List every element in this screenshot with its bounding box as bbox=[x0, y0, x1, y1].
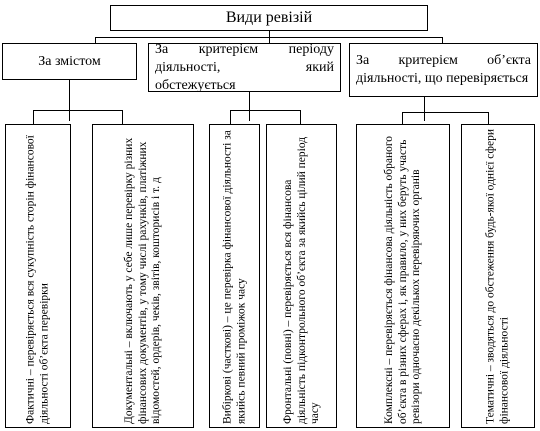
leaf-text: Фронтальні (повні) – перевіряється вся фінансова діяльність підконтрольного об’єкта за якийсь цілий період часу bbox=[281, 136, 321, 424]
leaf-selective bbox=[209, 124, 260, 428]
leaf-text: Документальні – включають у себе лише перевірку різних фінансових документів, у тому числі рахунків, платіжних відомостей, ордерів, чеків, звітів, кошторисів і т. д bbox=[122, 137, 162, 424]
category-label: За змістом bbox=[38, 53, 101, 69]
leaf-text: Тематичні – зводяться до обстеження будь-якої однієї сфери фінансової діяльності bbox=[484, 129, 510, 424]
leaf-documentary bbox=[92, 124, 194, 428]
leaf-complex bbox=[356, 124, 450, 428]
category-object bbox=[349, 43, 538, 97]
category-label: За критерієм об’єкта діяльності, що перевіряється bbox=[356, 53, 531, 86]
category-label: За критерієм періоду діяльності, який обстежується bbox=[155, 41, 334, 93]
root-node bbox=[110, 5, 428, 31]
leaf-text: Комплексні – перевіряється фінансова діяльність обраного об’єкта в різних сферах і, як правило, у них беруть участь ревізори одночасно декількох перевіряючих органів bbox=[382, 135, 422, 424]
leaf-thematic bbox=[461, 124, 535, 428]
leaf-text: Фактичні – перевіряється вся сукупність сторін фінансової діяльності об’єкта перевірки bbox=[24, 135, 50, 424]
leaf-frontal bbox=[266, 124, 337, 428]
root-label: Види ревізій bbox=[225, 9, 313, 26]
leaf-factual bbox=[5, 124, 71, 428]
leaf-text: Вибіркові (часткові) – це перевірка фінансової діяльності за якийсь певний проміжок часу bbox=[221, 130, 247, 424]
category-period bbox=[148, 43, 341, 92]
category-content bbox=[2, 43, 137, 80]
